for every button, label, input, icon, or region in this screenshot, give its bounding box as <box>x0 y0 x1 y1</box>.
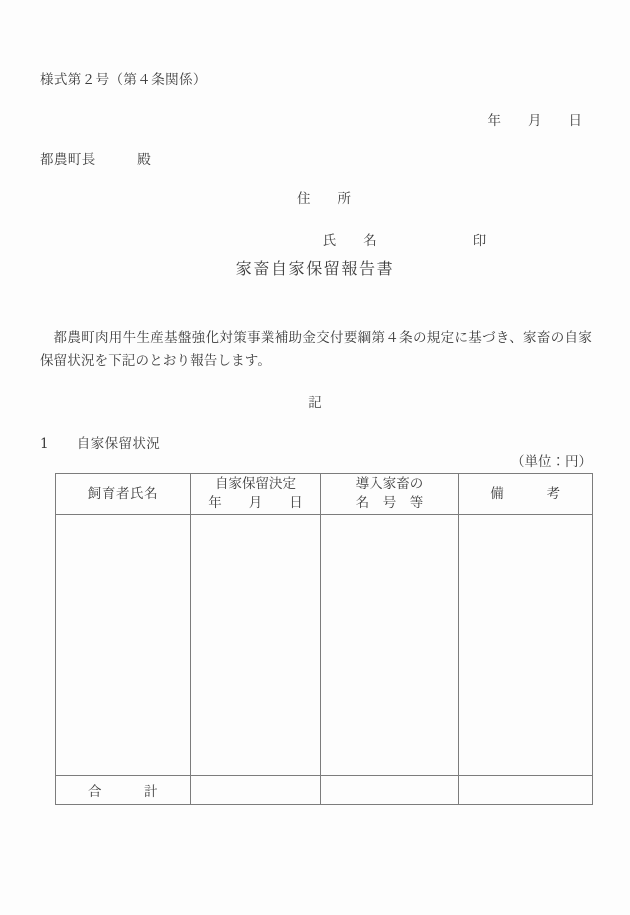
applicant-name-label: 氏 名 <box>322 233 377 249</box>
addressee-line: 都農町長 殿 <box>40 152 152 168</box>
total-cell-livestock-name[interactable] <box>321 776 459 805</box>
table-total-row <box>56 776 593 805</box>
cell-livestock-name[interactable] <box>321 515 459 776</box>
total-cell-remarks[interactable] <box>459 776 593 805</box>
page-title: 家畜自家保留報告書 <box>235 259 395 278</box>
cell-retention-decision-date[interactable] <box>191 515 321 776</box>
total-label: 合 計 <box>56 776 191 805</box>
ki-marker: 記 <box>308 395 322 411</box>
form-number: 様式第２号（第４条関係） <box>40 72 207 88</box>
retention-table <box>55 473 593 805</box>
table-body <box>56 515 593 805</box>
table-row <box>56 515 593 776</box>
table-header-row <box>56 474 593 515</box>
column-header-retention-decision-date: 自家保留決定 年 月 日 <box>191 474 321 515</box>
body-paragraph: 都農町肉用牛生産基盤強化対策事業補助金交付要綱第４条の規定に基づき、家畜の自家保留状況を下記のとおり報告します。 <box>40 330 592 369</box>
cell-breeder-name[interactable] <box>56 515 191 776</box>
unit-note: （単位：円） <box>511 454 592 470</box>
column-header-breeder-name: 飼育者氏名 <box>56 474 191 515</box>
date-line: 年 月 日 <box>487 113 582 129</box>
column-header-livestock-name: 導入家畜の 名 号 等 <box>321 474 459 515</box>
cell-remarks[interactable] <box>459 515 593 776</box>
section-heading-retention-status: 1 自家保留状況 <box>40 436 161 452</box>
column-header-remarks: 備 考 <box>459 474 593 515</box>
table-header <box>56 474 593 515</box>
seal-label: 印 <box>472 233 487 249</box>
applicant-address-label: 住 所 <box>297 191 351 207</box>
total-cell-retention-decision-date[interactable] <box>191 776 321 805</box>
